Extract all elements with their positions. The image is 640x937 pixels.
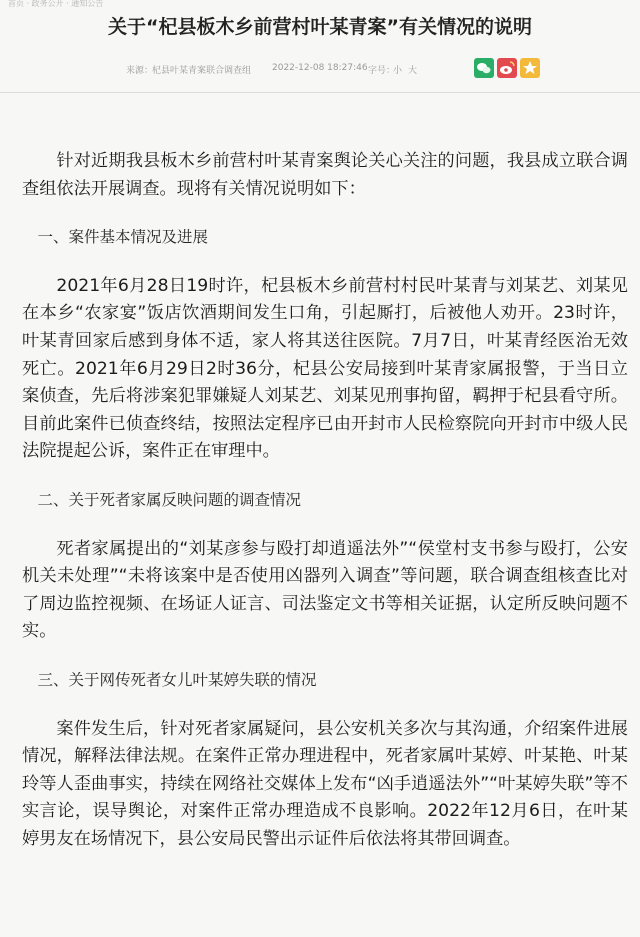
wechat-icon[interactable] [474,58,494,78]
source-label: 来源： [126,66,154,76]
font-small-button[interactable]: 小 [393,66,403,76]
section-heading-3: 三、关于网传死者女儿叶某婷失联的情况 [37,670,317,689]
section-heading-1: 一、案件基本情况及进展 [37,228,209,247]
section-heading-2: 二、关于死者家属反映问题的调查情况 [37,490,302,509]
paragraph-1: 2021年6月28日19时许，杞县板木乡前营村村民叶某青与刘某艺、刘某见在本乡“农家宴”饭店饮酒期间发生口角，引起厮打，后被他人劝开。23时许，叶某青回家后感到身体不适，家人将其送往医院。7月7日，叶某青经医治无效死亡。2021年6月29日2时36分，杞县公安局接到叶某青家属报警，于当日立案侦查，先后将涉案犯罪嫌疑人刘某艺、刘某见刑事拘留，羁押于杞县看守所。目前此案件已侦查终结，按照法定程序已由开封市人民检察院向开封市中级人民法院提起公诉，案件正在审理中。 [22,275,628,462]
publish-date: 2022-12-08 18:27:46 [272,63,368,73]
intro-paragraph: 针对近期我县板木乡前营村叶某青案舆论关心关注的问题，我县成立联合调查组依法开展调查。现将有关情况说明如下： [22,151,628,199]
article-body [22,148,628,874]
source-value: 杞县叶某青案联合调查组 [152,66,252,76]
qzone-icon[interactable] [520,58,540,78]
article-meta [0,54,640,84]
font-size-label: 字号： [368,66,396,76]
paragraph-2: 死者家属提出的“刘某彦参与殴打却逍遥法外”“侯堂村支书参与殴打，公安机关未处理”“未将该案中是否使用凶器列入调查”等问题，联合调查组核查比对了周边监控视频、在场证人证言、司法鉴定文书等相关证据，认定所反映问题不实。 [22,538,628,642]
header-divider [0,92,640,93]
weibo-icon[interactable] [497,58,517,78]
share-bar [474,58,544,78]
article-title: 关于“杞县板木乡前营村叶某青案”有关情况的说明 [108,16,532,38]
breadcrumb[interactable]: 首页 · 政务公开 · 通知公告 [8,0,104,8]
paragraph-3: 案件发生后，针对死者家属疑问，县公安机关多次与其沟通，介绍案件进展情况，解释法律法规。在案件正常办理进程中，死者家属叶某婷、叶某艳、叶某玲等人歪曲事实，持续在网络社交媒体上发布“凶手逍遥法外”“叶某婷失联”等不实言论，误导舆论，对案件正常办理造成不良影响。2022年12月6日，在叶某婷男友在场情况下，县公安局民警出示证件后依法将其带回调查。 [22,718,628,849]
font-large-button[interactable]: 大 [408,66,418,76]
